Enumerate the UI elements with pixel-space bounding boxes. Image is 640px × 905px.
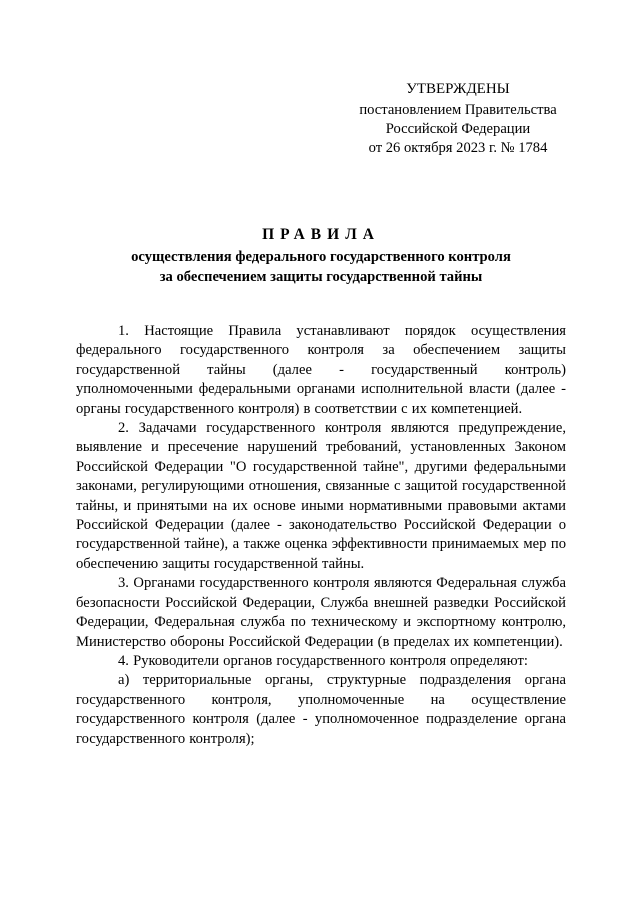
approval-line: от 26 октября 2023 г. № 1784 bbox=[368, 140, 548, 156]
document-body bbox=[76, 322, 566, 749]
document-subtitle bbox=[76, 248, 566, 287]
paragraph: 3. Органами государственного контроля являются Федеральная служба безопасности Российской Федерации, Служба внешней разведки Российской Федерации, Федеральная служба по техническому и экспортному контролю, Министерство обороны Российской Федерации (в пределах их компетенции). bbox=[76, 575, 566, 650]
approval-line: постановлением Правительства bbox=[359, 102, 557, 118]
subtitle-line: за обеспечением защиты государственной тайны bbox=[159, 268, 483, 285]
approval-line: Российской Федерации bbox=[385, 121, 531, 137]
subtitle-line: осуществления федерального государственного контроля bbox=[131, 249, 511, 265]
approval-title: УТВЕРЖДЕНЫ bbox=[406, 81, 510, 97]
paragraph: а) территориальные органы, структурные подразделения органа государственного контроля, уполномоченные на осуществление государственного контроля (далее - уполномоченное подразделение органа государственного контроля); bbox=[76, 672, 566, 747]
approval-stamp bbox=[340, 80, 576, 158]
paragraph: 4. Руководители органов государственного контроля определяют: bbox=[118, 652, 528, 669]
paragraph: 1. Настоящие Правила устанавливают порядок осуществления федерального государственного контроля за обеспечением защиты государственной тайны (далее - государственный контроль) уполномоченными федеральными органами исполнительной власти (далее - органы государственного контроля) в соответствии с их компетенцией. bbox=[76, 323, 566, 417]
document-title: ПРАВИЛА bbox=[262, 226, 380, 243]
paragraph: 2. Задачами государственного контроля являются предупреждение, выявление и пресечение нарушений требований, установленных Законом Российской Федерации "О государственной тайне", другими федеральными законами, регулирующими отношения, связанные с защитой государственной тайны, и принятыми на их основе иными нормативными правовыми актами Российской Федерации (далее - законодательство Российской Федерации о государственной тайне), а также оценка эффективности принимаемых мер по обеспечению защиты государственной тайны. bbox=[76, 420, 566, 572]
